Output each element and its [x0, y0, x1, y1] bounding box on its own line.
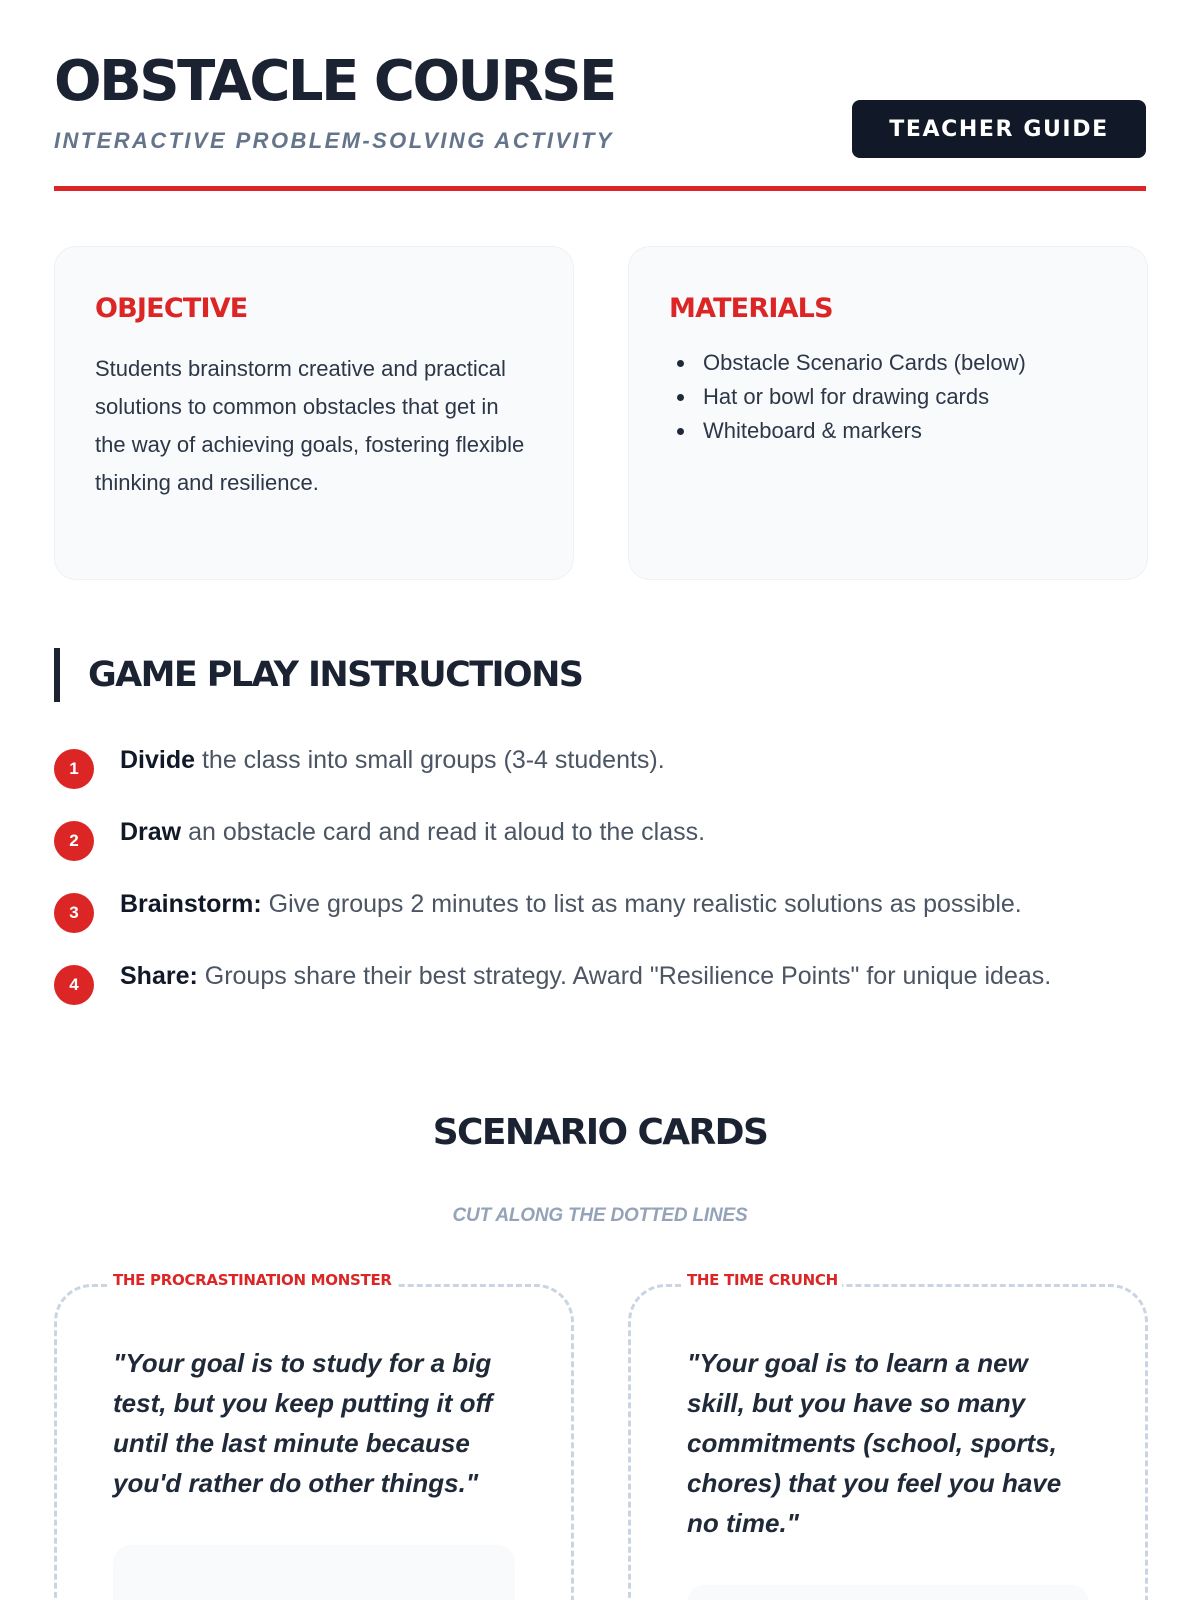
instructions-heading-text: GAME PLAY INSTRUCTIONS [88, 655, 583, 695]
step-text [120, 812, 1160, 852]
materials-list [669, 346, 1107, 448]
step-number-badge: 3 [54, 893, 94, 933]
bullet-icon [677, 360, 684, 367]
page-subtitle: INTERACTIVE PROBLEM-SOLVING ACTIVITY [54, 128, 614, 153]
answer-box [113, 1545, 515, 1600]
step-number-badge: 1 [54, 749, 94, 789]
step-text [120, 956, 1160, 996]
step-keyword: Brainstorm: [120, 890, 262, 918]
header [54, 50, 1146, 190]
scenario-card [54, 1271, 574, 1600]
objective-heading: OBJECTIVE [95, 293, 248, 324]
step-description: Groups share their best strategy. Award "Resilience Points" for unique ideas. [197, 962, 1052, 990]
answer-box [687, 1585, 1089, 1600]
instruction-step [54, 884, 1160, 924]
step-keyword: Share: [120, 962, 198, 990]
step-description: the class into small groups (3-4 students). [195, 746, 665, 774]
teacher-guide-button[interactable]: TEACHER GUIDE [852, 100, 1146, 158]
step-description: Give groups 2 minutes to list as many realistic solutions as possible. [261, 890, 1022, 918]
cut-instruction: CUT ALONG THE DOTTED LINES [452, 1205, 748, 1226]
scenario-card [628, 1271, 1148, 1600]
step-number-badge: 4 [54, 965, 94, 1005]
step-keyword: Draw [120, 818, 182, 846]
scenario-quote: "Your goal is to study for a big test, but you keep putting it off until the last minute because you'd rather do other things." [113, 1348, 493, 1498]
step-number-badge: 2 [54, 821, 94, 861]
page-title: OBSTACLE COURSE [54, 49, 615, 114]
material-label: Obstacle Scenario Cards (below) [703, 350, 1026, 375]
instruction-steps [54, 740, 1160, 1028]
bullet-icon [677, 394, 684, 401]
scenario-cards-heading: SCENARIO CARDS [432, 1112, 768, 1153]
header-divider [54, 186, 1146, 191]
materials-heading: MATERIALS [669, 293, 833, 324]
scenario-quote: "Your goal is to learn a new skill, but you have so many commitments (school, sports, chores) that you feel you have no time." [687, 1348, 1062, 1538]
bullet-icon [677, 428, 684, 435]
instructions-heading [54, 648, 582, 702]
material-label: Hat or bowl for drawing cards [703, 384, 990, 409]
list-item [669, 414, 1107, 448]
instruction-step [54, 812, 1160, 852]
materials-card [628, 246, 1148, 580]
list-item [669, 380, 1107, 414]
scenario-label: THE PROCRASTINATION MONSTER [109, 1271, 396, 1289]
instruction-step [54, 956, 1160, 996]
step-text [120, 740, 1160, 780]
step-keyword: Divide [120, 746, 196, 774]
step-description: an obstacle card and read it aloud to the class. [181, 818, 706, 846]
material-label: Whiteboard & markers [703, 418, 922, 443]
instruction-step [54, 740, 1160, 780]
list-item [669, 346, 1107, 380]
objective-text: Students brainstorm creative and practical solutions to common obstacles that get in the way of achieving goals, fostering flexible thinking and resilience. [95, 356, 525, 495]
objective-card [54, 246, 574, 580]
scenario-label: THE TIME CRUNCH [683, 1271, 842, 1289]
step-text [120, 884, 1160, 924]
